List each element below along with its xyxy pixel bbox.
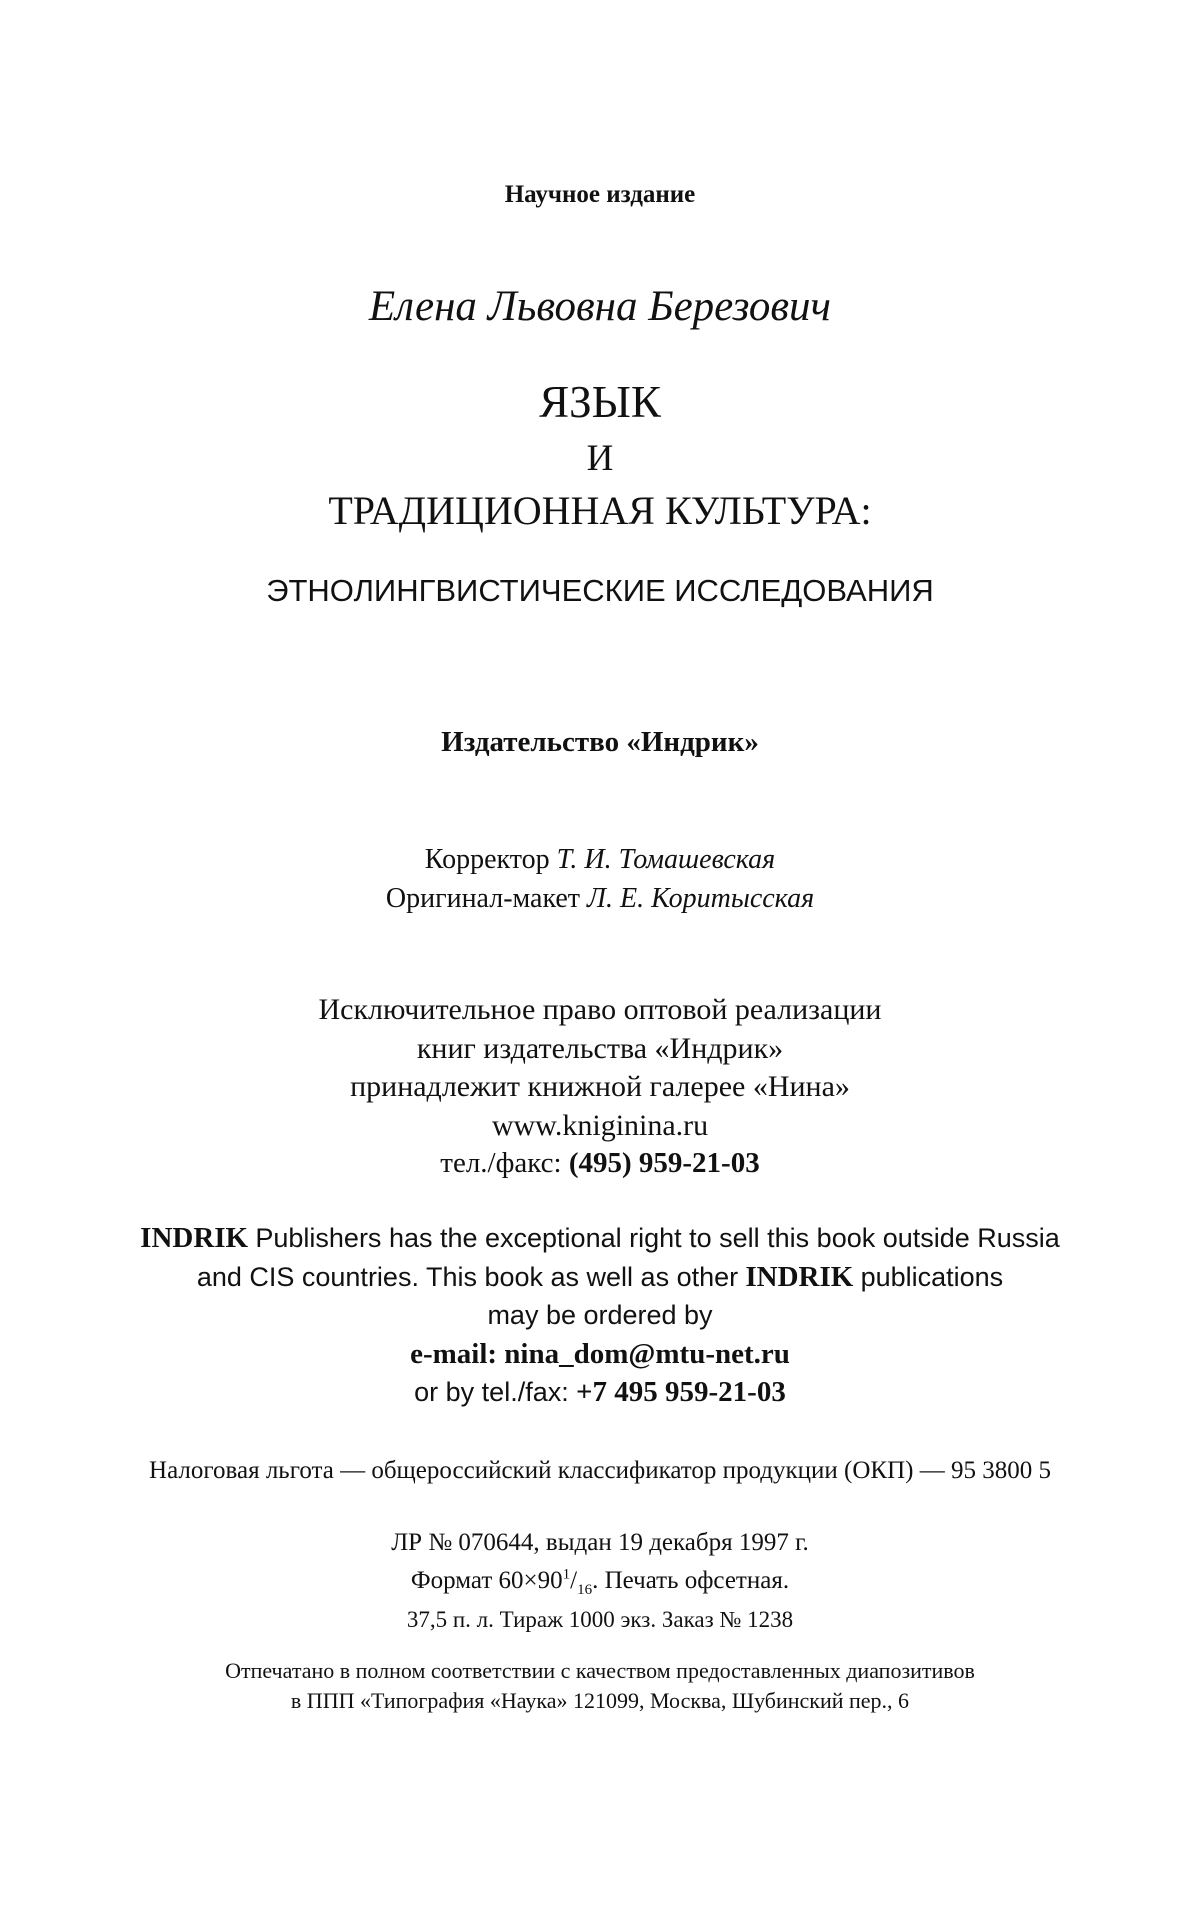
rights-en-text-2a: and CIS countries. This book as well as other bbox=[196, 1262, 739, 1292]
title-line-2: И bbox=[586, 438, 614, 479]
brand-name: INDRIK bbox=[140, 1222, 249, 1254]
rights-en-line-1 bbox=[0, 1224, 1200, 1253]
rights-ru-line-2: книг издательства «Индрик» bbox=[416, 1032, 784, 1065]
publisher-name: Издательство «Индрик» bbox=[441, 726, 759, 758]
format-line bbox=[0, 1566, 1200, 1598]
phone-ru-number: (495) 959-21-03 bbox=[568, 1147, 760, 1179]
rights-en-text-1: Publishers has the exceptional right to sell this book outside Russia bbox=[255, 1223, 1060, 1253]
corrector-name: Т. И. Томашевская bbox=[556, 844, 776, 875]
rights-en-line-3 bbox=[0, 1301, 1200, 1330]
rights-en-text-2b: publications bbox=[860, 1262, 1004, 1292]
phone-en bbox=[0, 1378, 1200, 1407]
brand-name-2: INDRIK bbox=[745, 1261, 854, 1293]
website-link: www.kniginina.ru bbox=[491, 1109, 709, 1142]
format-slash: / bbox=[570, 1567, 578, 1594]
license-line: ЛР № 070644, выдан 19 декабря 1997 г. bbox=[391, 1529, 809, 1556]
corrector-credit bbox=[0, 846, 1200, 874]
print-run-line: 37,5 п. л. Тираж 1000 экз. Заказ № 1238 bbox=[406, 1607, 794, 1632]
phone-ru-label: тел./факс: bbox=[440, 1147, 562, 1179]
format-sup: 1 bbox=[562, 1566, 571, 1583]
edition-type: Научное издание bbox=[504, 181, 696, 208]
rights-ru-line-1: Исключительное право оптовой реализации bbox=[318, 993, 882, 1026]
layout-name: Л. Е. Коритысская bbox=[587, 883, 815, 914]
author-name: Елена Львовна Березович bbox=[368, 283, 832, 330]
phone-en-number: +7 495 959-21-03 bbox=[575, 1376, 786, 1408]
title-line-3: ТРАДИЦИОННАЯ КУЛЬТУРА: bbox=[328, 488, 872, 533]
rights-en-text-3: may be ordered by bbox=[487, 1300, 713, 1330]
format-sub: 16 bbox=[577, 1582, 593, 1598]
printer-line-2: в ППП «Типография «Наука» 121099, Москва, Шубинский пер., 6 bbox=[290, 1688, 910, 1713]
layout-credit bbox=[0, 885, 1200, 913]
email-contact: e-mail: nina_dom@mtu-net.ru bbox=[410, 1338, 790, 1370]
rights-en-line-2 bbox=[0, 1263, 1200, 1292]
layout-label: Оригинал-макет bbox=[385, 883, 581, 914]
rights-ru-line-3: принадлежит книжной галерее «Нина» bbox=[350, 1070, 850, 1103]
phone-ru bbox=[0, 1149, 1200, 1178]
format-label: Формат 60×90 bbox=[410, 1567, 563, 1594]
printer-line-1: Отпечатано в полном соответствии с качеством предоставленных диапозитивов bbox=[225, 1658, 975, 1683]
corrector-label: Корректор bbox=[424, 844, 550, 875]
phone-en-label: or by tel./fax: bbox=[414, 1377, 569, 1407]
subtitle: ЭТНОЛИНГВИСТИЧЕСКИЕ ИССЛЕДОВАНИЯ bbox=[266, 573, 934, 608]
tax-line: Налоговая льгота — общероссийский классификатор продукции (ОКП) — 95 3800 5 bbox=[149, 1457, 1051, 1484]
format-rest: . Печать офсетная. bbox=[592, 1567, 790, 1594]
title-line-1: ЯЗЫК bbox=[539, 377, 661, 427]
